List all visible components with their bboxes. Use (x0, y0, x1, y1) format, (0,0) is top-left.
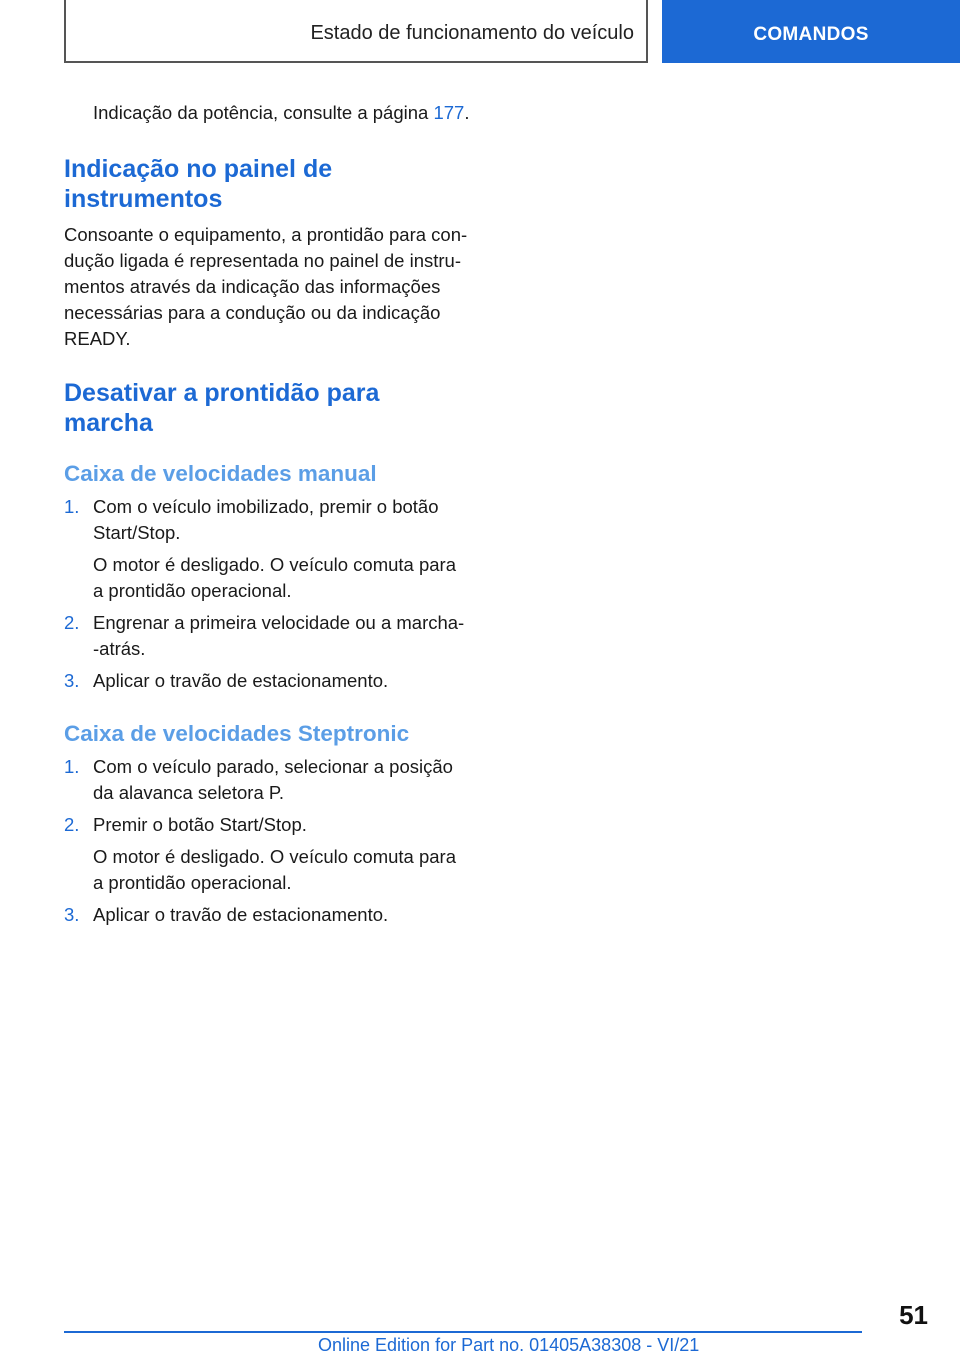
list-item (64, 754, 484, 806)
heading-caixa-steptronic: Caixa de velocidades Steptronic (64, 721, 410, 746)
intro-suffix: . (464, 102, 470, 123)
body-line: mentos através da indicação das informações (64, 276, 441, 297)
heading-line: instrumentos (64, 185, 223, 213)
heading-line: Desativar a prontidão para (64, 379, 380, 407)
footer-divider (64, 1331, 862, 1333)
heading-caixa-manual: Caixa de velocidades manual (64, 461, 377, 486)
result-line: O motor é desligado. O veículo comuta para (93, 554, 456, 575)
main-content (64, 100, 484, 928)
result-line: a prontidão operacional. (93, 580, 292, 601)
step-text: Aplicar o travão de estacionamento. (93, 904, 389, 925)
step-line: Com o veículo parado, selecionar a posição (93, 756, 453, 777)
steptronic-steps (64, 754, 484, 928)
step-number: 3. (64, 904, 80, 925)
step-number: 1. (64, 496, 80, 517)
step-result (64, 552, 484, 604)
section1-body (64, 222, 484, 352)
step-text (93, 754, 484, 806)
step-number: 2. (64, 612, 80, 633)
step-text: Premir o botão Start/Stop. (93, 814, 307, 835)
heading-desativar-prontidao (64, 378, 484, 438)
heading-line: marcha (64, 409, 153, 437)
step-number: 1. (64, 756, 80, 777)
step-line: Engrenar a primeira velocidade ou a marcha‐ (93, 612, 465, 633)
footer-edition-text: Online Edition for Part no. 01405A38308 - VI/21 (318, 1335, 700, 1355)
page-reference-link[interactable]: 177 (433, 102, 465, 123)
header-section-title: Estado de funcionamento do veículo (310, 22, 634, 44)
body-line: dução ligada é representada no painel de instru‐ (64, 250, 462, 271)
heading-line: Indicação no painel de (64, 155, 333, 183)
step-text: Aplicar o travão de estacionamento. (93, 670, 389, 691)
step-line: -atrás. (93, 638, 146, 659)
header-section-box (64, 0, 648, 63)
result-line: O motor é desligado. O veículo comuta para (93, 846, 456, 867)
step-line: Com o veículo imobilizado, premir o botão (93, 496, 439, 517)
heading-indicacao-painel (64, 154, 484, 214)
header-chapter-tab[interactable]: COMANDOS (662, 0, 960, 63)
step-text (93, 610, 484, 662)
intro-text: Indicação da potência, consulte a página (93, 102, 434, 123)
intro-paragraph (64, 100, 484, 126)
list-item (64, 610, 484, 662)
page-number: 51 (899, 1300, 928, 1330)
step-line: Start/Stop. (93, 522, 181, 543)
step-text (93, 494, 484, 546)
list-item (64, 902, 484, 928)
list-item (64, 668, 484, 694)
body-line: necessárias para a condução ou da indicação (64, 302, 441, 323)
body-line: Consoante o equipamento, a prontidão para con‐ (64, 224, 468, 245)
step-result (64, 844, 484, 896)
list-item (64, 812, 484, 838)
manual-steps (64, 494, 484, 694)
step-number: 2. (64, 814, 80, 835)
step-line: da alavanca seletora P. (93, 782, 284, 803)
result-line: a prontidão operacional. (93, 872, 292, 893)
step-number: 3. (64, 670, 80, 691)
list-item (64, 494, 484, 546)
body-line: READY. (64, 328, 131, 349)
